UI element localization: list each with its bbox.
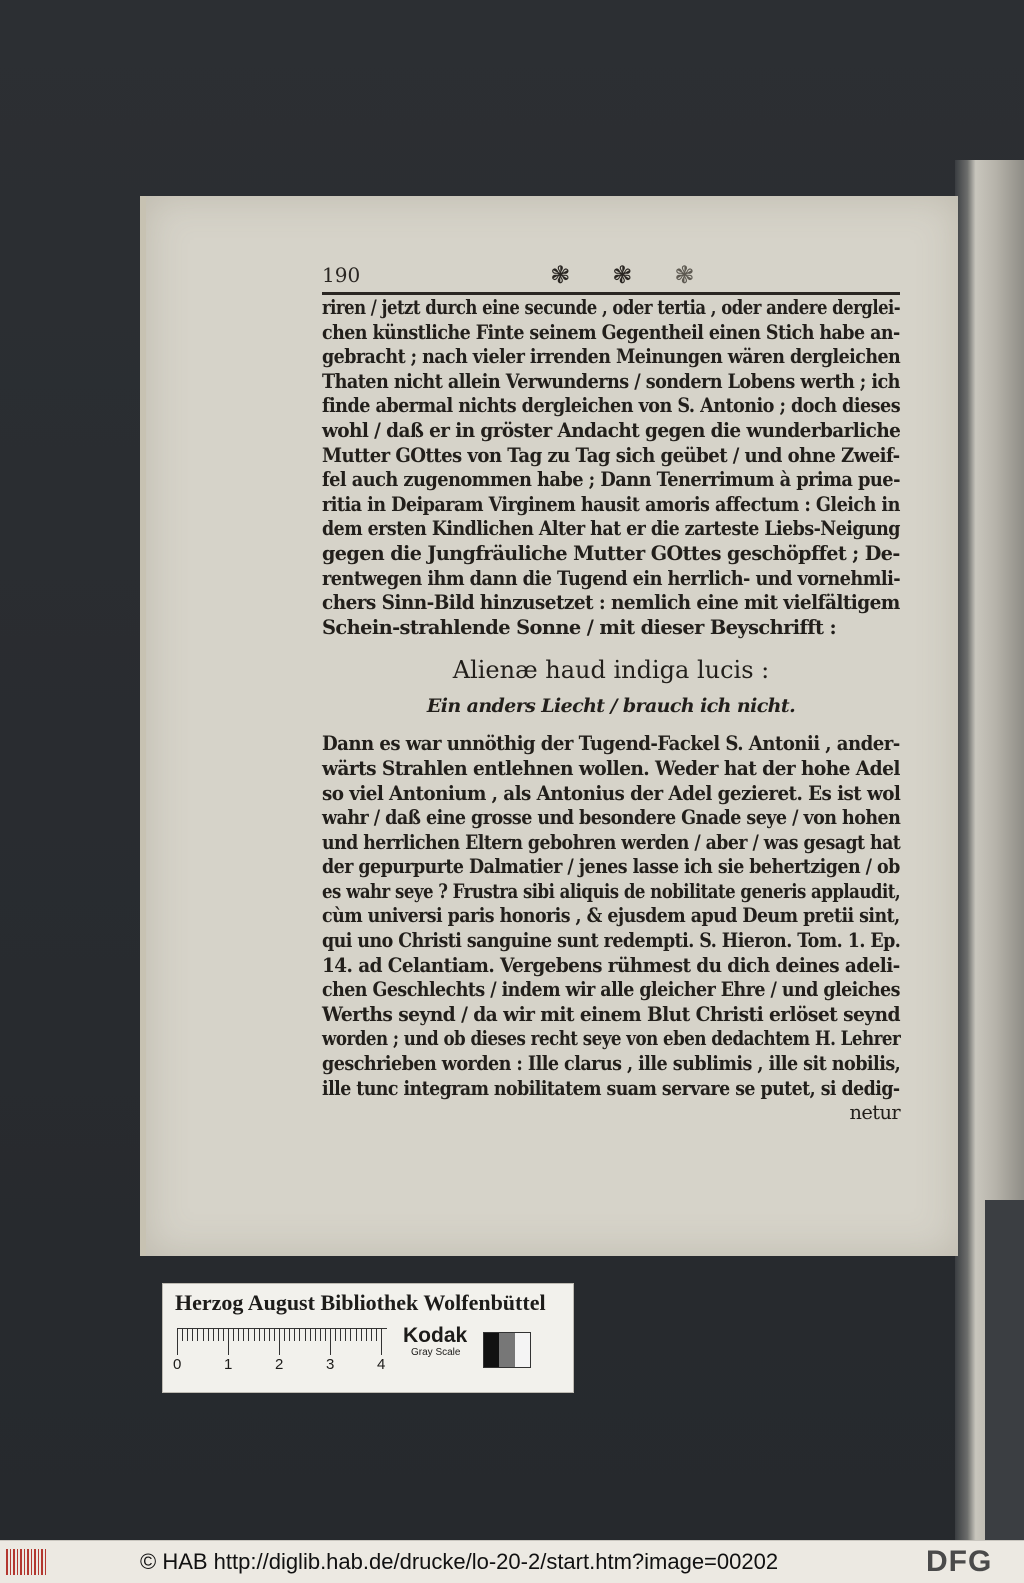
text-line-content: gegen die Jungfräuliche Mutter GOttes geschöpffet ; De- <box>322 541 900 565</box>
grayscale-swatch <box>483 1332 531 1368</box>
ruler-number: 1 <box>224 1356 233 1373</box>
footer-bar <box>0 1540 1024 1583</box>
ruler-tick <box>187 1329 188 1341</box>
text-line-content: der gepurpurte Dalmatier / jenes lasse ich sie behertzigen / ob <box>322 855 900 879</box>
text-line <box>322 978 900 1003</box>
header-ornaments <box>550 261 694 289</box>
catchword: netur <box>849 1101 900 1125</box>
text-line <box>322 904 900 929</box>
text-line-content: wahr / daß eine grosse und besondere Gnade seye / von hohen <box>322 806 901 830</box>
ruler-tick <box>315 1329 316 1341</box>
text-line-content: Thaten nicht allein Verwunderns / sondern Lobens werth ; ich <box>322 369 900 393</box>
ruler-tick <box>284 1329 285 1341</box>
ruler-tick <box>213 1329 214 1341</box>
text-line-content: chen Geschlechts / indem wir alle gleicher Ehre / und gleiches <box>322 978 900 1002</box>
text-line <box>322 468 900 493</box>
ornament-icon: ❃ <box>612 261 633 289</box>
ruler-tick <box>299 1329 300 1341</box>
text-line-content: fel auch zugenommen habe ; Dann Tenerrimum à prima pue- <box>322 468 900 492</box>
ruler-tick <box>279 1329 280 1355</box>
text-line <box>322 394 900 419</box>
ruler-tick <box>310 1329 311 1341</box>
page-header <box>322 258 900 295</box>
ruler-tick <box>376 1329 377 1341</box>
ruler-tick <box>274 1329 275 1341</box>
dfg-logo: DFG <box>926 1545 993 1578</box>
text-line-content: so viel Antonium , als Antonius der Adel gezieret. Es ist wol <box>322 781 901 805</box>
ruler-tick <box>269 1329 270 1341</box>
text-line <box>322 517 900 542</box>
ruler-tick <box>294 1329 295 1341</box>
text-line-content: und herrlichen Eltern gebohren werden / aber / was gesagt hat <box>322 830 901 854</box>
text-line-content: cùm universi paris honoris , & ejusdem apud Deum pretii sint, <box>322 904 900 928</box>
text-line-content: Werths seynd / da wir mit einem Blut Christi erlöset seynd <box>322 1002 900 1026</box>
ruler-tick <box>356 1329 357 1341</box>
text-line <box>322 296 900 321</box>
motto-latin: Alienæ haud indiga lucis : <box>452 656 770 685</box>
ruler-tick <box>264 1329 265 1341</box>
ruler-tick <box>233 1329 234 1341</box>
ruler-tick <box>340 1329 341 1341</box>
text-line-content: geschrieben worden : Ille clarus , ille sublimis , ille sit nobilis, <box>322 1052 901 1076</box>
ruler-tick <box>177 1329 178 1355</box>
text-line <box>322 345 900 370</box>
ruler-tick <box>208 1329 209 1341</box>
ruler-tick <box>325 1329 326 1341</box>
text-line-content: chers Sinn-Bild hinzusetzet : nemlich eine mit vielfältigem <box>322 591 900 615</box>
text-line <box>322 542 900 567</box>
text-line <box>322 616 900 641</box>
text-line-content: chen künstliche Finte seinem Gegentheil einen Stich habe an- <box>322 320 900 344</box>
text-line <box>322 806 900 831</box>
ruler-tick <box>254 1329 255 1341</box>
text-line-content: qui uno Christi sanguine sunt redempti. S. Hieron. Tom. 1. Ep. <box>322 929 901 953</box>
ornament-icon: ❃ <box>550 261 571 289</box>
text-line <box>322 1003 900 1028</box>
text-line <box>322 1052 900 1077</box>
ornament-icon: ❃ <box>674 261 695 289</box>
ruler-number: 2 <box>275 1356 284 1373</box>
ruler-tick <box>197 1329 198 1341</box>
ruler-number: 3 <box>326 1356 335 1373</box>
text-line <box>322 567 900 592</box>
ruler-tick <box>289 1329 290 1341</box>
library-label-card <box>162 1283 574 1393</box>
ruler-tick <box>259 1329 260 1341</box>
text-line <box>322 880 900 905</box>
catchword-line <box>322 1101 900 1126</box>
barcode-icon <box>6 1549 48 1575</box>
text-line-content: rentwegen ihm dann die Tugend ein herrlich- und vornehmli- <box>322 566 901 590</box>
text-line-content: finde abermal nichts dergleichen von S. Antonio ; doch dieses <box>322 394 901 418</box>
text-line-content: wohl / daß er in gröster Andacht gegen die wunderbarliche <box>322 418 901 442</box>
ruler-tick <box>243 1329 244 1341</box>
text-line <box>322 321 900 346</box>
text-line <box>322 732 900 757</box>
kodak-logo: Kodak <box>403 1324 468 1347</box>
text-line-content: dem ersten Kindlichen Alter hat er die zarteste Liebs-Neigung <box>322 517 900 541</box>
ruler-tick <box>192 1329 193 1341</box>
text-line-content: worden ; und ob dieses recht seye von eben dedachtem H. Lehrer <box>322 1027 901 1051</box>
ruler-tick <box>350 1329 351 1341</box>
text-line <box>322 855 900 880</box>
text-line-content: riren / jetzt durch eine secunde , oder tertia , oder andere derglei- <box>322 296 901 319</box>
kodak-subtitle: Gray Scale <box>411 1347 461 1358</box>
text-line-content: Dann es war unnöthig der Tugend-Fackel S. Antonii , ander- <box>322 732 900 756</box>
library-name: Herzog August Bibliothek Wolfenbüttel <box>175 1290 546 1315</box>
motto-german: Ein anders Liecht / brauch ich nicht. <box>426 695 796 718</box>
text-line-content: Mutter GOttes von Tag zu Tag sich geübet / und ohne Zweif- <box>322 443 900 467</box>
body-text <box>322 296 900 1126</box>
text-line <box>322 757 900 782</box>
ruler-tick <box>218 1329 219 1341</box>
ruler-tick <box>238 1329 239 1341</box>
ruler-tick <box>248 1329 249 1341</box>
ruler-tick <box>361 1329 362 1341</box>
text-line <box>322 929 900 954</box>
adjacent-page-shadow <box>985 1200 1024 1540</box>
text-line <box>322 370 900 395</box>
paragraph-1 <box>322 296 900 640</box>
ruler-number: 4 <box>377 1356 386 1373</box>
text-line <box>322 419 900 444</box>
ruler-tick <box>223 1329 224 1341</box>
text-line-content: Schein-strahlende Sonne / mit dieser Beyschrifft : <box>322 615 837 639</box>
ruler-tick <box>228 1329 229 1355</box>
text-line <box>322 493 900 518</box>
text-line-content: wärts Strahlen entlehnen wollen. Weder hat der hohe Adel <box>322 756 900 780</box>
text-line <box>322 1027 900 1052</box>
ruler-tick <box>371 1329 372 1341</box>
ruler-tick <box>203 1329 204 1341</box>
text-line <box>322 831 900 856</box>
ruler-tick <box>381 1329 382 1355</box>
text-line-content: es wahr seye ? Frustra sibi aliquis de nobilitate generis applaudit, <box>322 879 901 903</box>
ruler-tick <box>320 1329 321 1341</box>
text-line <box>322 1077 900 1102</box>
ruler-tick <box>182 1329 183 1341</box>
text-line <box>322 591 900 616</box>
text-line-content: ritia in Deiparam Virginem hausit amoris affectum : Gleich in <box>322 492 900 516</box>
ruler-number: 0 <box>173 1356 182 1373</box>
ruler-tick <box>345 1329 346 1341</box>
ruler-tick <box>366 1329 367 1341</box>
ruler-tick <box>305 1329 306 1341</box>
copyright-link[interactable]: © HAB http://diglib.hab.de/drucke/lo-20-2/start.htm?image=00202 <box>140 1549 779 1574</box>
text-line-content: ille tunc integram nobilitatem suam servare se putet, si dedig- <box>322 1076 900 1100</box>
ruler-scale <box>177 1328 387 1355</box>
text-line-content: gebracht ; nach vieler irrenden Meinungen wären dergleichen <box>322 345 901 369</box>
page-number: 190 <box>322 263 361 287</box>
ruler-tick <box>335 1329 336 1341</box>
text-line <box>322 444 900 469</box>
text-line <box>322 954 900 979</box>
paragraph-2 <box>322 732 900 1101</box>
text-line <box>322 782 900 807</box>
text-line-content: 14. ad Celantiam. Vergebens rühmest du dich deines adeli- <box>322 953 900 977</box>
ruler-tick <box>330 1329 331 1355</box>
